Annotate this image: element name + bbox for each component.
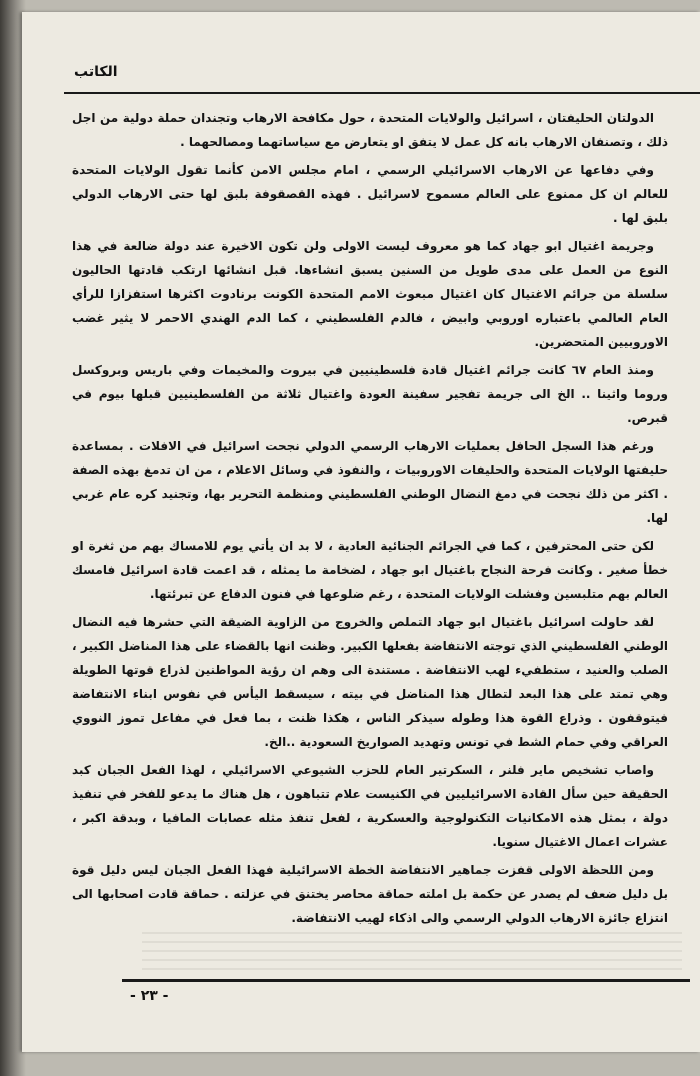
paragraph-9: ومن اللحظة الاولى قفزت جماهير الانتفاضة الخطة الاسرائيلية فهذا الفعل الجبان ليس دليل قوة بل دليل ضعف لم يصدر عن حكمة بل املته حماقة محاصر يختنق في عزلته . حماقة قادت اصحابها الى انتزاع جائزة الارهاب الدولي الرسمي والى اذكاء لهيب الانتفاضة. — [72, 863, 668, 925]
paragraph-6: لكن حتى المحترفين ، كما في الجرائم الجنائية العادية ، لا بد ان يأتي يوم للامساك بهم من ثغرة او خطأ صغير . وكانت فرحة النجاح باغتيال ابو جهاد ، لضخامة ما يمثله ، قد اعمت قادة اسرائيل فامسك العالم بهم متلبسين وفشلت الولايات المتحدة ، رغم ضلوعها في فنون الدفاع عن تبرئتها. — [72, 539, 668, 601]
footer-rule — [122, 979, 690, 982]
page — [22, 12, 700, 1052]
show-through-text — [142, 932, 682, 972]
paragraph-8: واصاب تشخيص ماير فلنر ، السكرتير العام للحزب الشيوعي الاسرائيلي ، لهذا الفعل الجبان كبد الحقيقة حين سأل القادة الاسرائيليين في الكنيست علام تتباهون ، هل هناك ما يدعو للفخر في تنفيذ دولة ، بمثل هذه الامكانيات التكنولوجية والعسكرية ، لفعل تنفذ مثله عصابات المافيا ، وبدقة اكبر ، عشرات اعمال الاغتيال سنويا. — [72, 763, 668, 849]
paragraph-1: الدولتان الحليفتان ، اسرائيل والولايات المتحدة ، حول مكافحة الارهاب وتجندان حملة دولية من اجل ذلك ، وتصنفان الارهاب بانه كل عمل لا يتفق او يتعارض مع سياساتهما ومصالحهما . — [72, 111, 668, 149]
article-body — [72, 106, 668, 934]
paragraph-7: لقد حاولت اسرائيل باغتيال ابو جهاد التملص والخروج من الزاوية الضيقة التي حشرها فيه النضال الوطني الفلسطيني الذي توجته الانتفاضة بفعلها الكبير. وظنت انها بالقضاء على هذا المناضل الكبير ، الصلب والعنيد ، ستطفيء لهب الانتفاضة . مستندة الى وهم ان رؤية المواطنين لذراع قوتها الطويلة وهي تمتد على هذا البعد لتطال هذا المناضل في بيته ، سيسقط اليأس في نفوس ابناء الانتفاضة فيتوقفون . وذراع القوة هذا وطوله سيذكر الناس ، هكذا ظنت ، بما فعل في مفاعل تموز النووي العراقي وفي حمام الشط في تونس وتهديد الصواريخ السعودية ..الخ. — [72, 615, 668, 749]
journal-title: الكاتب — [74, 64, 118, 80]
paragraph-2: وفي دفاعها عن الارهاب الاسرائيلي الرسمي ، امام مجلس الامن كأنما تقول الولايات المتحدة للعالم ان كل ممنوع على العالم مسموح لاسرائيل . فهذه القصقوفة بلبق لها حتى الارهاب الدولي بلبق لها . — [72, 163, 668, 225]
page-number: - ٢٣ - — [130, 988, 169, 1004]
paragraph-5: ورغم هذا السجل الحافل بعمليات الارهاب الرسمي الدولي نجحت اسرائيل في الافلات . بمساعدة حليفتها الولايات المتحدة والحليفات الاوروبيات ، والنفوذ في وسائل الاعلام ، من ان تدمغ بهذه الصفة . اكثر من ذلك نجحت في دمغ النضال الوطني الفلسطيني ومنظمة التحرير بها، وتجنيد كره عام غربي لها. — [72, 439, 668, 525]
page-header — [22, 59, 700, 93]
paragraph-3: وجريمة اغتيال ابو جهاد كما هو معروف ليست الاولى ولن تكون الاخيرة عند دولة ضالعة في هذا النوع من العمل على مدى طويل من السنين يسبق انشاءها. قبل انشائها ارتكب قادتها الحاليون سلسلة من جرائم الاغتيال كان اغتيال مبعوث الامم المتحدة الكونت برنادوت اكثرها استفزازا للرأي العام العالمي باعتباره اوروبي وابيض ، فالدم الفلسطيني ، كما الدم الهندي الاحمر لا يثير غضب الاوروبيين المتحضرين. — [72, 239, 668, 349]
paragraph-4: ومنذ العام ٦٧ كانت جرائم اغتيال قادة فلسطينيين في بيروت والمخيمات وفي باريس وبروكسل وروما واثينا .. الخ الى جريمة تفجير سفينة العودة واغتيال ثلاثة من الفلسطينيين قبلها بيوم في قبرص. — [72, 363, 668, 425]
header-rule — [64, 92, 700, 94]
